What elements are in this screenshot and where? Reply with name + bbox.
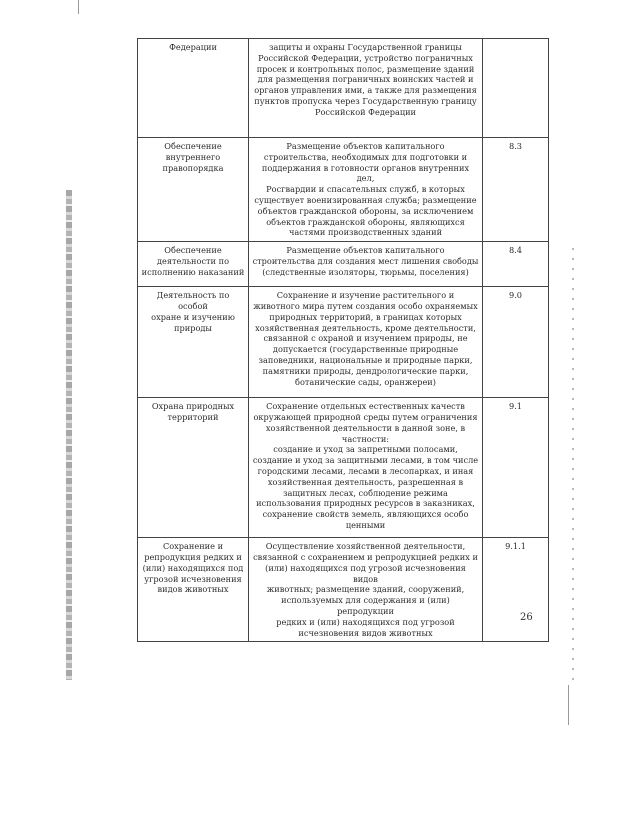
use-type-code [483, 39, 549, 138]
use-type-name: Федерации [138, 39, 249, 138]
use-type-name: Обеспечение деятельности по исполнению наказаний [138, 242, 249, 287]
scan-margin-mark [78, 0, 79, 14]
table-row [138, 287, 549, 398]
use-type-description: защиты и охраны Государственной границы Российской Федерации, устройство пограничных просек и контрольных полос, размещение зданий для размещения пограничных воинских частей и органов управления ими, а также для размещения пунктов пропуска через Государственную границу Российской Федерации [249, 39, 483, 138]
table-row [138, 538, 549, 642]
table-row [138, 39, 549, 138]
land-use-table [137, 38, 549, 642]
page-number: 26 [520, 612, 533, 623]
table-row [138, 138, 549, 242]
table-row [138, 242, 549, 287]
scan-edge-strip [572, 248, 574, 688]
use-type-description: Осуществление хозяйственной деятельности, связанной с сохранением и репродукцией редких и (или) находящихся под угрозой исчезновения видов животных; размещение зданий, сооружений, используемых для содержания и (или) репродукции редких и (или) находящихся под угрозой исчезновения видов животных [249, 538, 483, 642]
use-type-name: Обеспечение внутреннего правопорядка [138, 138, 249, 242]
use-type-name: Сохранение и репродукция редких и (или) находящихся под угрозой исчезновения видов животных [138, 538, 249, 642]
use-type-description: Размещение объектов капитального строительства для создания мест лишения свободы (следственные изоляторы, тюрьмы, поселения) [249, 242, 483, 287]
use-type-description: Размещение объектов капитального строительства, необходимых для подготовки и поддержания в готовности органов внутренних дел, Росгвардии и спасательных служб, в которых существует военизированная служба; размещение объектов гражданской обороны, за исключением объектов гражданской обороны, являющихся частями производственных зданий [249, 138, 483, 242]
use-type-description: Сохранение отдельных естественных качеств окружающей природной среды путем ограничения хозяйственной деятельности в данной зоне, в частности: создание и уход за запретными полосами, создание и уход за защитными лесами, в том числе городскими лесами, лесами в лесопарках, и иная хозяйственная деятельность, разрешенная в защитных лесах, соблюдение режима использования природных ресурсов в заказниках, сохранение свойств земель, являющихся особо ценными [249, 398, 483, 538]
use-type-code: 9.1 [483, 398, 549, 538]
use-type-code: 9.1.1 [483, 538, 549, 642]
use-type-name: Охрана природных территорий [138, 398, 249, 538]
use-type-code: 8.3 [483, 138, 549, 242]
use-type-code: 8.4 [483, 242, 549, 287]
scan-binding-strip [66, 190, 72, 680]
use-type-code: 9.0 [483, 287, 549, 398]
table-row [138, 398, 549, 538]
use-type-description: Сохранение и изучение растительного и животного мира путем создания особо охраняемых природных территорий, в границах которых хозяйственная деятельность, кроме деятельности, связанной с охраной и изучением природы, не допускается (государственные природные заповедники, национальные и природные парки, памятники природы, дендрологические парки, ботанические сады, оранжереи) [249, 287, 483, 398]
scan-bottom-mark [568, 685, 569, 725]
use-type-name: Деятельность по особой охране и изучению природы [138, 287, 249, 398]
